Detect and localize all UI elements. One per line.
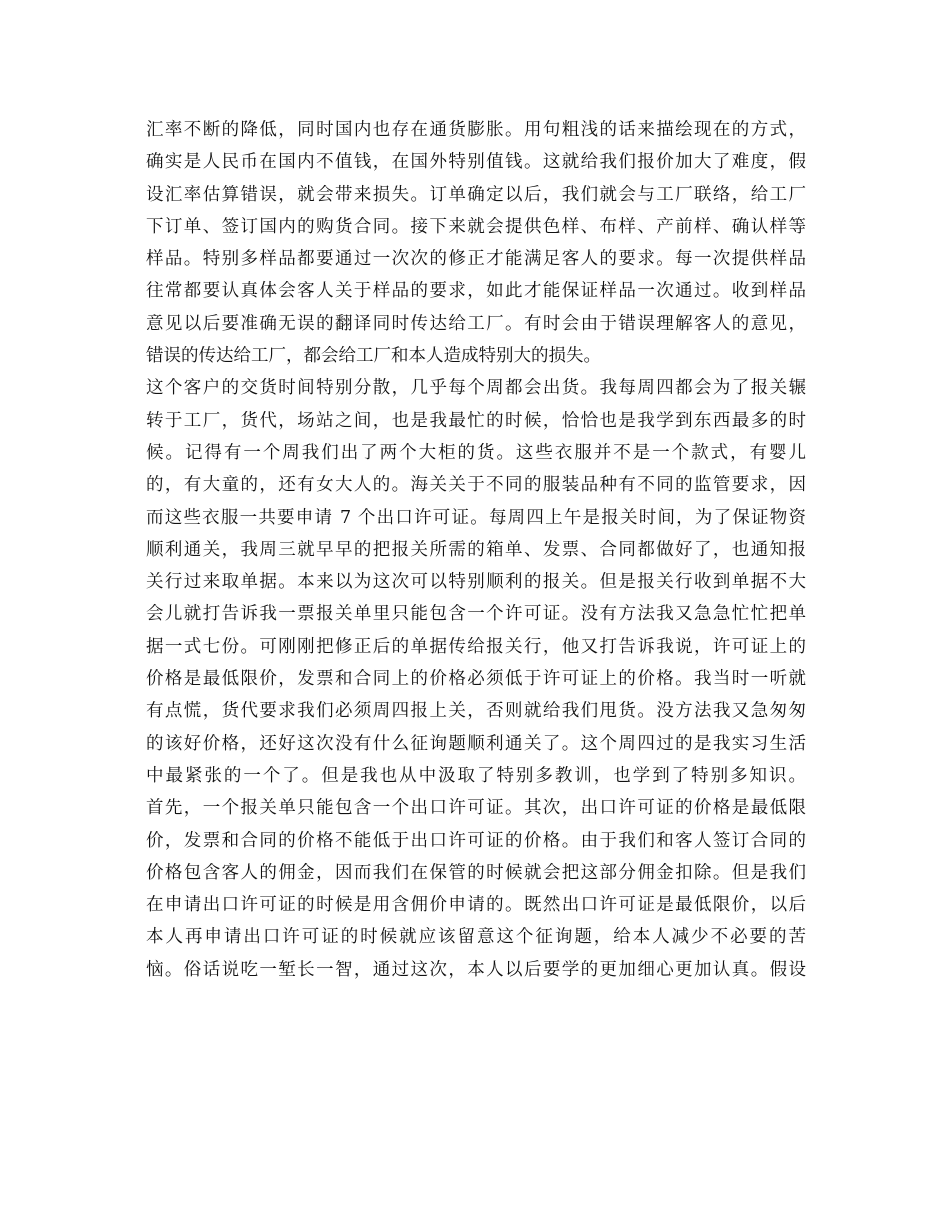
text-line: 而这些衣服一共要申请 7 个出口许可证。每周四上午是报关时间，为了保证物资 — [146, 507, 806, 528]
text-line: 据一式七份。可刚刚把修正后的单据传给报关行，他又打告诉我说，许可证上的 — [146, 636, 806, 657]
text-line: 往常都要认真体会客人关于样品的要求，如此才能保证样品一次通过。收到样品 — [146, 281, 806, 302]
text-line: 样品。特别多样品都要通过一次次的修正才能满足客人的要求。每一次提供样品 — [146, 249, 806, 270]
text-line: 确实是人民币在国内不值钱，在国外特别值钱。这就给我们报价加大了难度，假 — [146, 152, 806, 173]
text-line: 这个客户的交货时间特别分散，几乎每个周都会出货。我每周四都会为了报关辗 — [146, 378, 806, 399]
text-line: 转于工厂，货代，场站之间，也是我最忙的时候，恰恰也是我学到东西最多的时 — [146, 410, 806, 431]
text-line: 在申请出口许可证的时候是用含佣价申请的。既然出口许可证是最低限价，以后 — [146, 895, 806, 916]
text-line: 顺利通关，我周三就早早的把报关所需的箱单、发票、合同都做好了，也通知报 — [146, 539, 806, 560]
text-line: 本人再申请出口许可证的时候就应该留意这个征询题，给本人减少不必要的苦 — [146, 927, 806, 948]
text-line: 意见以后要准确无误的翻译同时传达给工厂。有时会由于错误理解客人的意见， — [146, 313, 806, 334]
text-line: 的，有大童的，还有女大人的。海关关于不同的服装品种有不同的监管要求，因 — [146, 475, 806, 496]
text-line: 设汇率估算错误，就会带来损失。订单确定以后，我们就会与工厂联络，给工厂 — [146, 184, 806, 205]
text-line: 会儿就打告诉我一票报关单里只能包含一个许可证。没有方法我又急急忙忙把单 — [146, 604, 806, 625]
text-line: 价格包含客人的佣金，因而我们在保管的时候就会把这部分佣金扣除。但是我们 — [146, 862, 806, 883]
text-line: 价格是最低限价，发票和合同上的价格必须低于许可证上的价格。我当时一听就 — [146, 669, 806, 690]
document-body-text — [146, 114, 806, 986]
text-line: 恼。俗话说吃一堑长一智，通过这次，本人以后要学的更加细心更加认真。假设 — [146, 959, 806, 980]
text-line: 错误的传达给工厂，都会给工厂和本人造成特别大的损失。 — [146, 346, 601, 367]
text-line: 首先，一个报关单只能包含一个出口许可证。其次，出口许可证的价格是最低限 — [146, 798, 806, 819]
text-line: 的该好价格，还好这次没有什么征询题顺利通关了。这个周四过的是我实习生活 — [146, 733, 806, 754]
text-line: 有点慌，货代要求我们必须周四报上关，否则就给我们甩货。没方法我又急匆匆 — [146, 701, 806, 722]
text-line: 中最紧张的一个了。但是我也从中汲取了特别多教训，也学到了特别多知识。 — [146, 765, 806, 786]
text-line: 关行过来取单据。本来以为这次可以特别顺利的报关。但是报关行收到单据不大 — [146, 572, 806, 593]
text-line: 下订单、签订国内的购货合同。接下来就会提供色样、布样、产前样、确认样等 — [146, 216, 806, 237]
text-line: 汇率不断的降低，同时国内也存在通货膨胀。用句粗浅的话来描绘现在的方式， — [146, 120, 806, 140]
text-line: 价，发票和合同的价格不能低于出口许可证的价格。由于我们和客人签订合同的 — [146, 830, 806, 851]
text-line: 候。记得有一个周我们出了两个大柜的货。这些衣服并不是一个款式，有婴儿 — [146, 442, 806, 463]
